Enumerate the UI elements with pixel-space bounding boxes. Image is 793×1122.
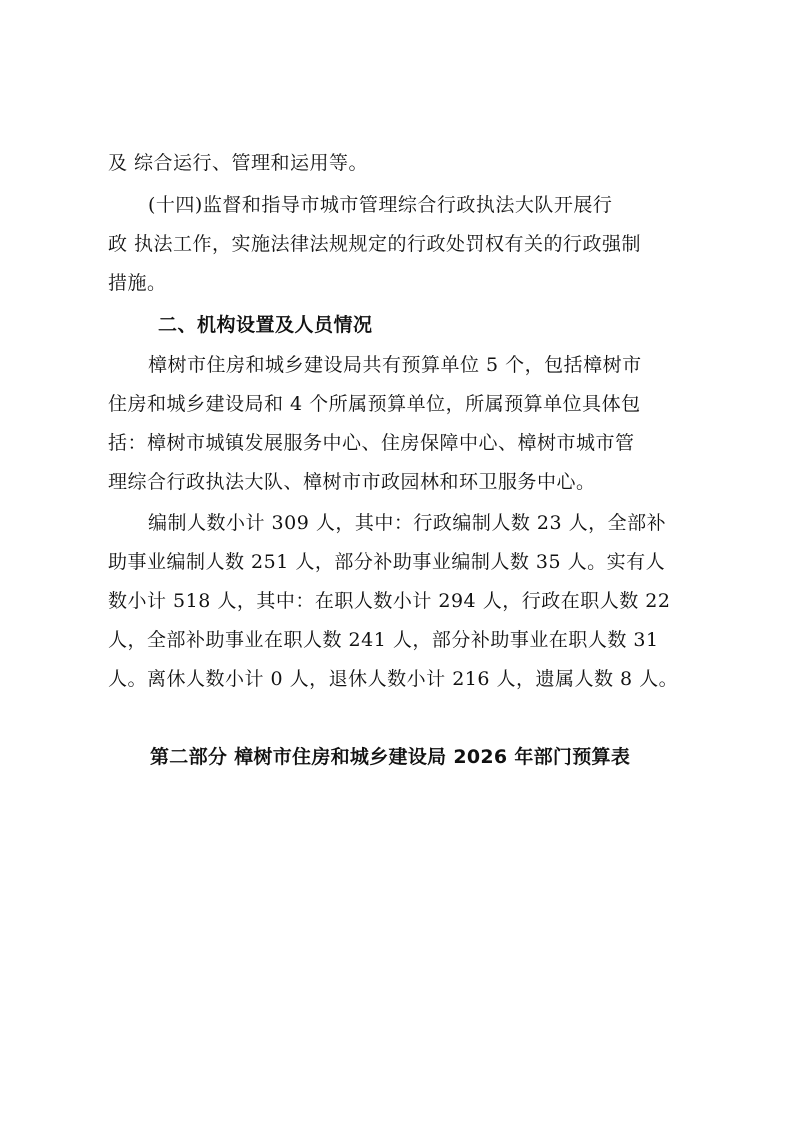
text-line: 措施。 xyxy=(108,272,167,294)
text-line: 樟树市住房和城乡建设局共有预算单位 5 个，包括樟树市 xyxy=(148,354,642,376)
text-line: 政 执法工作，实施法律法规规定的行政处罚权有关的行政强制 xyxy=(108,233,642,255)
text-line: 括：樟树市城镇发展服务中心、住房保障中心、樟树市城市管 xyxy=(108,432,635,454)
text-line: (十四)监督和指导市城市管理综合行政执法大队开展行 xyxy=(148,194,613,216)
text-line: 人，全部补助事业在职人数 241 人，部分补助事业在职人数 31 xyxy=(108,629,659,651)
section-heading: 二、机构设置及人员情况 xyxy=(158,314,373,336)
text-line: 数小计 518 人，其中：在职人数小计 294 人，行政在职人数 22 xyxy=(108,590,671,612)
text-line: 编制人数小计 309 人，其中：行政编制人数 23 人，全部补 xyxy=(148,512,667,534)
text-line: 及 综合运行、管理和运用等。 xyxy=(108,152,369,174)
text-line: 助事业编制人数 251 人，部分补助事业编制人数 35 人。实有人 xyxy=(108,551,666,573)
text-line: 理综合行政执法大队、樟树市市政园林和环卫服务中心。 xyxy=(108,471,596,493)
part-title: 第二部分 樟树市住房和城乡建设局 2026 年部门预算表 xyxy=(150,746,631,768)
text-line: 住房和城乡建设局和 4 个所属预算单位，所属预算单位具体包 xyxy=(108,393,641,415)
text-line: 人。离休人数小计 0 人，退休人数小计 216 人，遗属人数 8 人。 xyxy=(108,668,679,690)
